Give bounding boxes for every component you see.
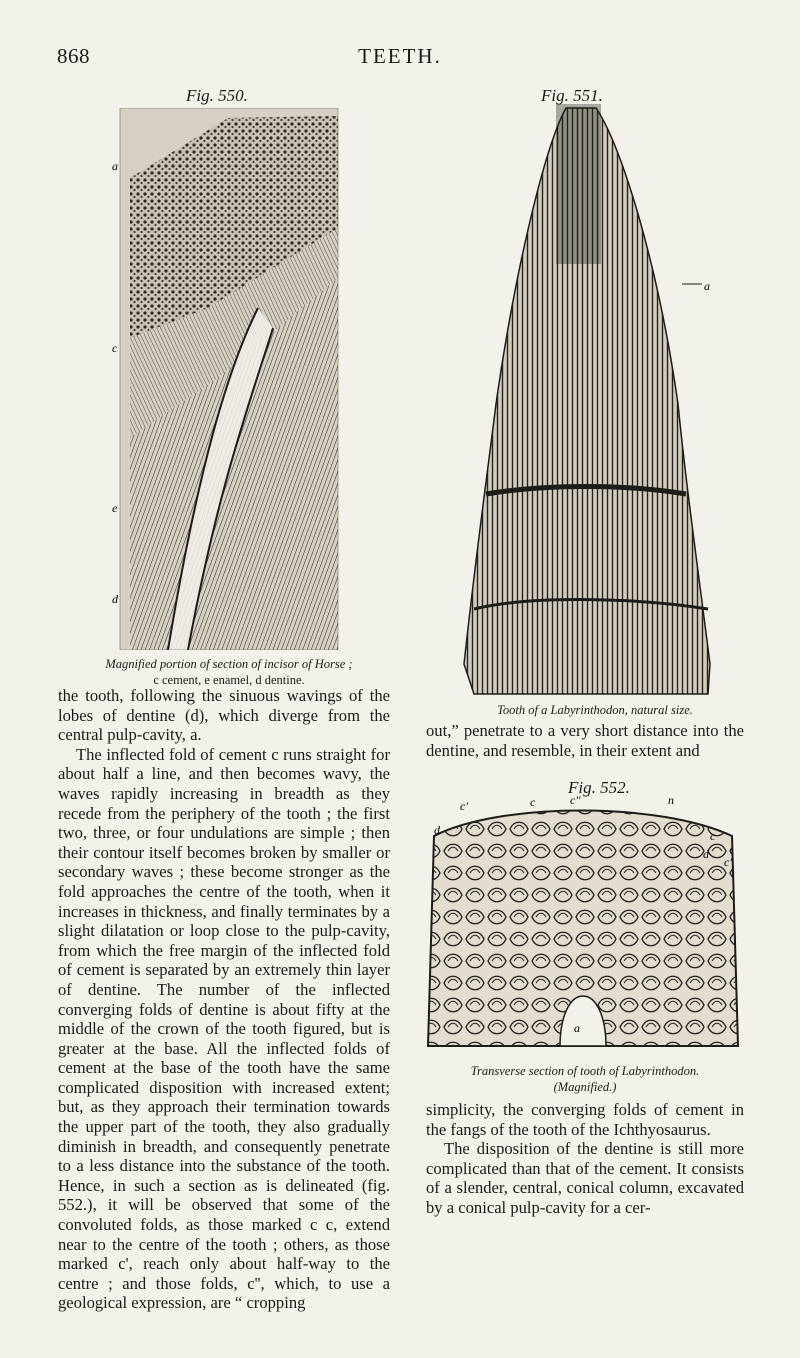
fig-550-caption (64, 656, 394, 688)
fig-550-letter-a: a (112, 159, 118, 173)
right-paragraph-2: simplicity, the converging folds of cement in the fangs of the tooth of the Ichthyosaurus. (426, 1100, 744, 1139)
fig-550-caption-line-1: Magnified portion of section of incisor of Horse ; (105, 657, 353, 671)
fig-550-illustration (108, 108, 348, 650)
right-paragraph-1: out,” penetrate to a very short distance into the dentine, and resemble, in their extent and (426, 721, 744, 760)
fig-552-letter-c-prime-right: c' (724, 855, 732, 869)
fig-552-letter-d-left: d (434, 823, 440, 837)
right-column-text-top (426, 721, 744, 760)
fig-550-letter-d: d (112, 592, 118, 606)
running-title: TEETH. (358, 44, 442, 68)
fig-550-caption-line-2: c cement, e enamel, d dentine. (153, 673, 305, 687)
fig-551-label: Fig. 551. (541, 86, 603, 105)
page-number: 868 (57, 44, 90, 68)
fig-552-caption (425, 1063, 745, 1095)
labyrinthodon-tooth-image (446, 104, 726, 698)
fig-552-letter-c-prime: c' (460, 799, 468, 813)
labyrinthodon-transverse-section-image (420, 796, 746, 1056)
fig-552-letter-n: n (668, 796, 674, 807)
horse-incisor-section-image (108, 108, 348, 650)
fig-552-letter-c: c (530, 796, 536, 809)
fig-550-letter-c: c (112, 341, 118, 355)
fig-552-letter-d-right: d (703, 847, 709, 861)
left-paragraph-2: The inflected fold of cement c runs straight for about half a line, and then becomes wavy, the waves rapidly increasing in breadth as they recede from the periphery of the tooth ; the first two, three, or four undulations are simple ; then their contour itself becomes broken by smaller or secondary waves ; these become stronger as the fold approaches the centre of the tooth, when it increases in thickness, and finally terminates by a slight dilatation or loop close to the pulp-cavity, from which the free margin of the inflected fold of cement is separated by an extremely thin layer of dentine. The number of the inflected converging folds of dentine is about fifty at the middle of the crown of the tooth figured, but is greater at the base. All the inflected folds of cement at the base of the tooth have the same complicated disposition with increased extent; but, as they approach their termination towards the upper part of the tooth, they also gradually diminish in breadth, and consequently penetrate to a less distance into the substance of the tooth. Hence, in such a section as is delineated (fig. 552.), it will be observed that some of the convoluted folds, as those marked c c, extend near to the centre of the tooth ; others, as those marked c', reach only about half-way to the centre ; and those folds, c'', which, to use a geological expression, are “ cropping (58, 744, 390, 1313)
fig-551-letter-a: a (704, 279, 710, 293)
page-header (0, 44, 800, 84)
fig-550-label: Fig. 550. (186, 86, 248, 105)
fig-552-illustration (420, 796, 746, 1056)
fig-552-caption-line-1: Transverse section of tooth of Labyrinthodon. (470, 1064, 700, 1078)
right-column-text-bottom (426, 1100, 744, 1218)
fig-552-label: Fig. 552. (568, 778, 630, 797)
fig-552-letter-a: a (574, 1021, 580, 1035)
fig-551-illustration (446, 104, 726, 698)
left-paragraph-1: the tooth, following the sinuous wavings of the lobes of dentine (d), which diverge from the central pulp-cavity, a. (58, 686, 390, 745)
left-column-text (58, 686, 390, 1313)
fig-552-caption-line-2: (Magnified.) (553, 1080, 617, 1094)
fig-552-letter-c-double: c'' (570, 796, 581, 807)
right-paragraph-3: The disposition of the dentine is still more complicated than that of the cement. It consists of a slender, central, conical column, excavated by a conical pulp-cavity for a cer- (426, 1139, 744, 1217)
fig-551-caption: Tooth of a Labyrinthodon, natural size. (497, 703, 693, 717)
fig-550-letter-e: e (112, 501, 118, 515)
fig-552-letter-c-right: c (710, 829, 716, 843)
